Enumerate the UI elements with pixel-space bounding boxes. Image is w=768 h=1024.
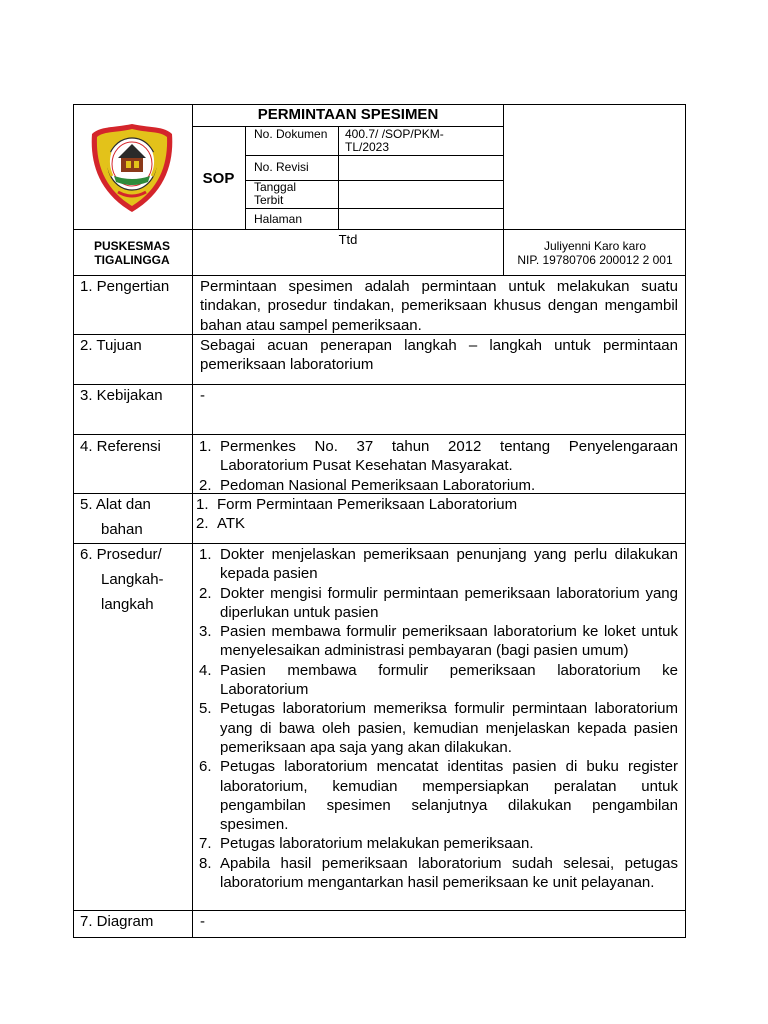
field-label-halaman: Halaman [254, 212, 303, 226]
label-prosedur-line3: langkah [101, 596, 154, 613]
text-diagram: - [200, 913, 205, 930]
row-line-7 [73, 910, 686, 911]
table-border-top [73, 104, 686, 105]
label-kebijakan: 3. Kebijakan [80, 387, 163, 404]
label-pengertian: 1. Pengertian [80, 278, 170, 295]
row-line-1 [73, 275, 686, 276]
field-value-no-dokumen: 400.7/ /SOP/PKM-TL/2023 [345, 127, 444, 154]
list-item: 6. Petugas laboratorium mencatat identitas pasien di buku register laboratorium, kemudian mempersiapkan peralatan untuk pengambilan spesimen selanjutnya dilakukan pengambilan spesimen. [199, 758, 678, 834]
document-title: PERMINTAAN SPESIMEN [257, 106, 439, 123]
list-referensi [199, 437, 678, 495]
text-kebijakan: - [200, 387, 205, 404]
row-line-3 [73, 384, 686, 385]
institution-name: PUSKESMAS TIGALINGGA [93, 239, 170, 267]
list-item: 1. Form Permintaan Pemeriksaan Laboratorium [196, 496, 518, 513]
text-pengertian: Permintaan spesimen adalah permintaan untuk melakukan suatu tindakan, prosedur tindakan, pemeriksaan khusus dengan mengambil bahan atau sampel pemeriksaan. [200, 278, 678, 334]
row-line-6 [73, 543, 686, 544]
list-item: 2. ATK [196, 515, 246, 533]
header-bottom-line [73, 229, 686, 230]
label-diagram: 7. Diagram [80, 913, 154, 930]
field-line-3 [245, 208, 504, 209]
label-prosedur-line1: 6. Prosedur/ [80, 546, 162, 563]
list-item: 5. Petugas laboratorium memeriksa formulir permintaan laboratorium yang di bawa oleh pasien, kemudian menjelaskan kepada pasien pemeriksaan apa saja yang akan dilakukan. [199, 700, 678, 756]
field-divider [338, 126, 339, 229]
label-tujuan: 2. Tujuan [80, 337, 142, 354]
list-prosedur [199, 545, 678, 892]
label-referensi: 4. Referensi [80, 438, 161, 455]
text-tujuan: Sebagai acuan penerapan langkah – langkah untuk permintaan pemeriksaan laboratorium [200, 337, 678, 374]
label-alat-line1: 5. Alat dan [80, 496, 151, 513]
list-item: 2. Pedoman Nasional Pemeriksaan Laboratorium. [199, 476, 536, 494]
official-nip: NIP. 19780706 200012 2 001 [517, 253, 673, 267]
field-label-no-revisi: No. Revisi [254, 160, 309, 174]
label-alat-line2: bahan [101, 521, 143, 538]
official-name: Juliyenni Karo karo [543, 239, 647, 253]
list-item: 2. Dokter mengisi formulir permintaan pemeriksaan laboratorium yang diperlukan untuk pasien [199, 584, 678, 621]
table-border-bottom [73, 937, 686, 938]
label-prosedur-line2: Langkah- [101, 571, 164, 588]
field-label-no-dokumen: No. Dokumen [254, 127, 328, 141]
regency-crest-icon [88, 122, 176, 214]
row-line-4 [73, 434, 686, 435]
signature-mark: Ttd [338, 232, 358, 247]
sop-divider [245, 126, 246, 229]
field-line-1 [245, 155, 504, 156]
field-label-tanggal-terbit: Tanggal Terbit [254, 180, 297, 207]
list-item: 3. Pasien membawa formulir pemeriksaan laboratorium ke loket untuk menyelesaikan administrasi pembayaran (bagi pasien umum) [199, 623, 678, 660]
sop-label: SOP [202, 170, 235, 187]
list-item: 1. Permenkes No. 37 tahun 2012 tentang Penyelengaraan Laboratorium Pusat Kesehatan Masyarakat. [199, 438, 678, 475]
list-item: 7. Petugas laboratorium melakukan pemeriksaan. [199, 835, 534, 853]
list-item: 8. Apabila hasil pemeriksaan laboratorium sudah selesai, petugas laboratorium mengantarkan hasil pemeriksaan ke unit pelayanan. [199, 854, 678, 892]
list-item: 1. Dokter menjelaskan pemeriksaan penunjang yang perlu dilakukan kepada pasien [199, 546, 678, 583]
list-alat [196, 495, 678, 534]
list-item: 4. Pasien membawa formulir pemeriksaan laboratorium ke Laboratorium [199, 661, 678, 699]
